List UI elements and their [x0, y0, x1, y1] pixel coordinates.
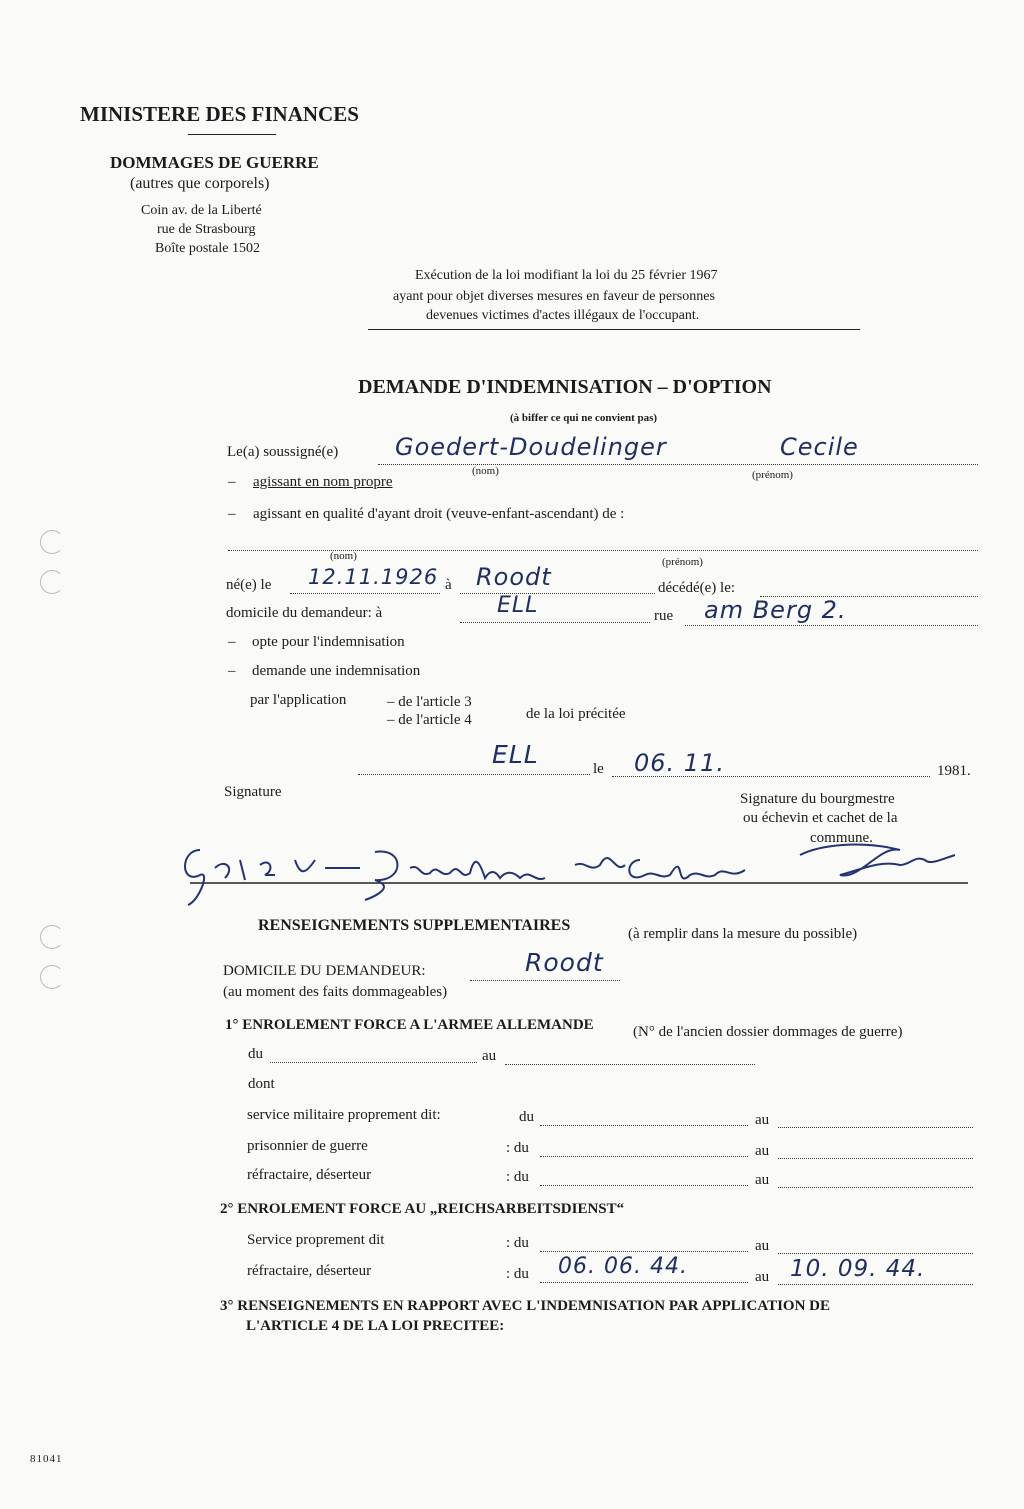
dash: – — [228, 474, 236, 490]
dateline-date-value[interactable]: 06. 11. — [634, 749, 725, 777]
preamble-line: Exécution de la loi modifiant la loi du 25 février 1967 — [415, 268, 718, 283]
dash: – — [228, 634, 236, 650]
date-line — [540, 1282, 748, 1283]
section2-heading: 2° ENROLEMENT FORCE AU „REICHSARBEITSDIENST“ — [220, 1201, 625, 1217]
date-line — [778, 1253, 973, 1254]
applicant-firstname-value[interactable]: Cecile — [780, 433, 859, 461]
address-line: Boîte postale 1502 — [155, 241, 260, 256]
form-title-note: (à biffer ce qui ne convient pas) — [510, 412, 658, 424]
au-label: au — [755, 1143, 770, 1159]
applicant-signature — [185, 850, 360, 905]
date-line — [778, 1127, 973, 1128]
date-line — [778, 1187, 973, 1188]
applicant-name-value[interactable]: Goedert-Doudelinger — [395, 433, 667, 461]
applicant-label: Le(a) soussigné(e) — [227, 444, 339, 460]
address-line: Coin av. de la Liberté — [141, 203, 262, 218]
domicile-fact-line — [470, 980, 620, 981]
punch-hole — [40, 570, 64, 594]
mayor-signature — [800, 845, 955, 876]
du-label: du — [519, 1109, 534, 1125]
au-label: au — [755, 1172, 770, 1188]
ministry-title: MINISTERE DES FINANCES — [80, 102, 359, 126]
date-line — [778, 1158, 973, 1159]
date-line — [778, 1284, 973, 1285]
birth-label: né(e) le — [226, 577, 272, 593]
option-heir: agissant en qualité d'ayant droit (veuve-enfant-ascendant) de : — [253, 506, 625, 522]
birth-place-line — [460, 593, 655, 594]
dash: – — [228, 506, 236, 522]
option-indemnisation: opte pour l'indemnisation — [252, 634, 405, 650]
punch-hole — [40, 530, 64, 554]
name-line — [378, 464, 978, 465]
prenom-caption: (prénom) — [752, 469, 793, 481]
street-value[interactable]: am Berg 2. — [704, 596, 847, 624]
deserter-label: réfractaire, déserteur — [247, 1263, 372, 1279]
domicile-fact-note: (au moment des faits dommageables) — [223, 984, 448, 1000]
domicile-place-value[interactable]: ELL — [497, 593, 539, 618]
signature-area — [170, 830, 970, 910]
du-label: : du — [506, 1140, 529, 1156]
domicile-label: domicile du demandeur: à — [226, 605, 383, 621]
signature-label: Signature — [224, 784, 282, 800]
deserter-label: réfractaire, déserteur — [247, 1167, 372, 1183]
du-label: : du — [506, 1169, 529, 1185]
birth-date-value[interactable]: 12.11.1926 — [308, 565, 439, 589]
loi-label: de la loi précitée — [526, 706, 626, 722]
au-label: au — [755, 1269, 770, 1285]
divider — [368, 329, 860, 330]
rue-label: rue — [654, 608, 674, 624]
nom-caption: (nom) — [330, 550, 357, 562]
mayor-signature-label: Signature du bourgmestre — [740, 791, 895, 807]
birth-place-value[interactable]: Roodt — [476, 563, 552, 591]
birth-date-line — [290, 593, 440, 594]
dateline-place-line — [358, 774, 590, 775]
address-line: rue de Strasbourg — [157, 222, 256, 237]
extra-title: RENSEIGNEMENTS SUPPLEMENTAIRES — [258, 917, 571, 934]
dont-label: dont — [248, 1076, 275, 1092]
prisoner-label: prisonnier de guerre — [247, 1138, 368, 1154]
mayor-signature-label: commune. — [810, 830, 873, 846]
rad-from-value[interactable]: 06. 06. 44. — [558, 1254, 688, 1279]
au-label: au — [755, 1112, 770, 1128]
date-line — [505, 1064, 755, 1065]
date-line — [540, 1185, 748, 1186]
article-3: – de l'article 3 — [387, 694, 472, 710]
date-line — [540, 1125, 748, 1126]
dash: – — [228, 663, 236, 679]
street-line — [685, 625, 978, 626]
section3-heading: L'ARTICLE 4 DE LA LOI PRECITEE: — [246, 1318, 505, 1334]
date-line — [540, 1156, 748, 1157]
article-4: – de l'article 4 — [387, 712, 472, 728]
au-label: au — [755, 1238, 770, 1254]
du-label: du — [248, 1046, 263, 1062]
punch-hole — [40, 965, 64, 989]
option-own-name: agissant en nom propre — [253, 474, 393, 490]
domicile-place-line — [460, 622, 650, 623]
department-title: DOMMAGES DE GUERRE — [110, 153, 319, 172]
divider — [188, 134, 276, 135]
le-label: le — [593, 761, 604, 777]
rad-to-value[interactable]: 10. 09. 44. — [790, 1256, 926, 1282]
nom-caption: (nom) — [472, 465, 499, 477]
du-label: : du — [506, 1266, 529, 1282]
au-label: au — [482, 1048, 497, 1064]
section3-heading: 3° RENSEIGNEMENTS EN RAPPORT AVEC L'INDEMNISATION PAR APPLICATION DE — [220, 1298, 831, 1314]
mayor-signature-label: ou échevin et cachet de la — [743, 810, 898, 826]
date-line — [270, 1062, 477, 1063]
du-label: : du — [506, 1235, 529, 1251]
application-label: par l'application — [250, 692, 347, 708]
date-line — [540, 1251, 748, 1252]
form-code: 81041 — [30, 1453, 63, 1465]
dateline-place-value[interactable]: ELL — [492, 740, 539, 769]
domicile-fact-value[interactable]: Roodt — [525, 948, 604, 977]
option-request: demande une indemnisation — [252, 663, 421, 679]
punch-hole — [40, 925, 64, 949]
deceased-label: décédé(e) le: — [658, 580, 736, 596]
year-label: 1981. — [937, 763, 971, 779]
preamble-line: devenues victimes d'actes illégaux de l'occupant. — [426, 308, 700, 323]
domicile-fact-label: DOMICILE DU DEMANDEUR: — [223, 963, 426, 979]
form-title: DEMANDE D'INDEMNISATION – D'OPTION — [358, 376, 772, 398]
section1-note: (N° de l'ancien dossier dommages de guerre) — [633, 1024, 903, 1040]
extra-title-note: (à remplir dans la mesure du possible) — [628, 926, 858, 942]
prenom-caption: (prénom) — [662, 556, 703, 568]
preamble-line: ayant pour objet diverses mesures en faveur de personnes — [393, 289, 715, 304]
military-service-label: service militaire proprement dit: — [247, 1107, 441, 1123]
service-label: Service proprement dit — [247, 1232, 385, 1248]
department-subtitle: (autres que corporels) — [130, 175, 270, 192]
a-label: à — [445, 577, 452, 593]
section1-heading: 1° ENROLEMENT FORCE A L'ARMEE ALLEMANDE — [225, 1017, 594, 1033]
